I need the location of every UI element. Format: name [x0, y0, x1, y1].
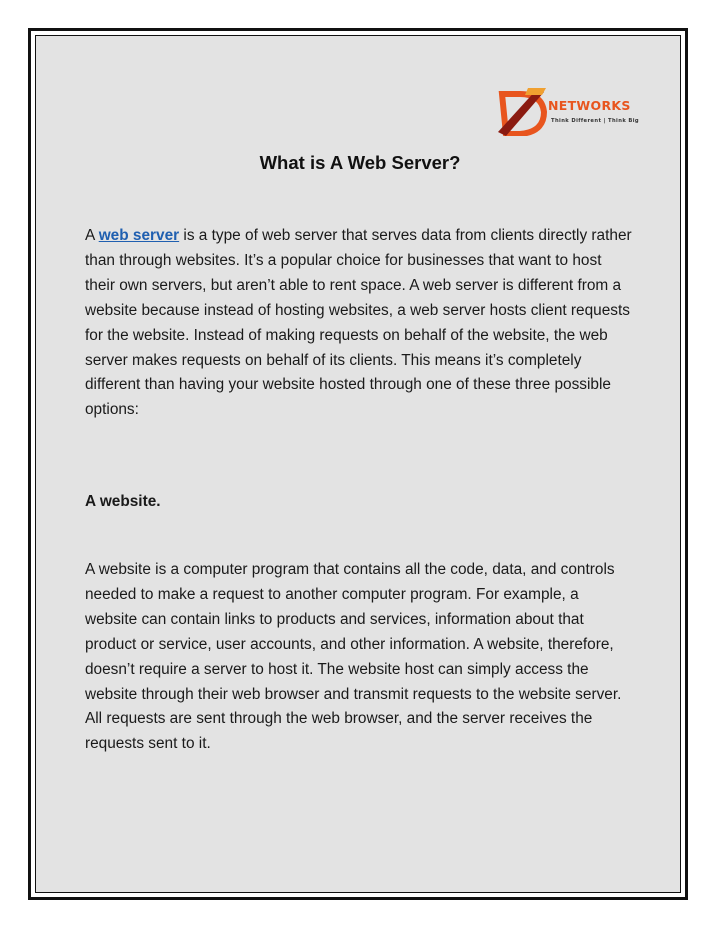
section-heading: A website.: [85, 493, 161, 510]
document-title: What is A Web Server?: [259, 152, 461, 173]
section-paragraph: A website is a computer program that contains all the code, data, and controls needed to make a request to another computer program. For example, a website can contain links to products and services, information about that product or service, user accounts, and other information. A website, therefore, doesn’t require a server to host it. The website host can simply access the website through their web browser and transmit requests to the website server. All requests are sent through the web browser, and the server receives the requests sent to it.: [85, 561, 622, 753]
logo-brand-text: NETWORKS: [548, 98, 631, 113]
logo-tagline: Think Different | Think Big: [551, 118, 640, 124]
web-server-link[interactable]: web server: [98, 227, 180, 244]
intro-paragraph: [85, 224, 633, 423]
intro-prefix: A: [85, 227, 99, 244]
intro-text: is a type of web server that serves data from clients directly rather than through websites. It’s a popular choice for businesses that want to host their own servers, but aren’t able to rent space. A web server is different from a website because instead of hosting websites, a web server hosts client requests for the website. Instead of making requests on behalf of the website, the web server makes requests on behalf of its clients. This means it’s completely different than having your website hosted through one of these three possible options:: [85, 227, 632, 419]
